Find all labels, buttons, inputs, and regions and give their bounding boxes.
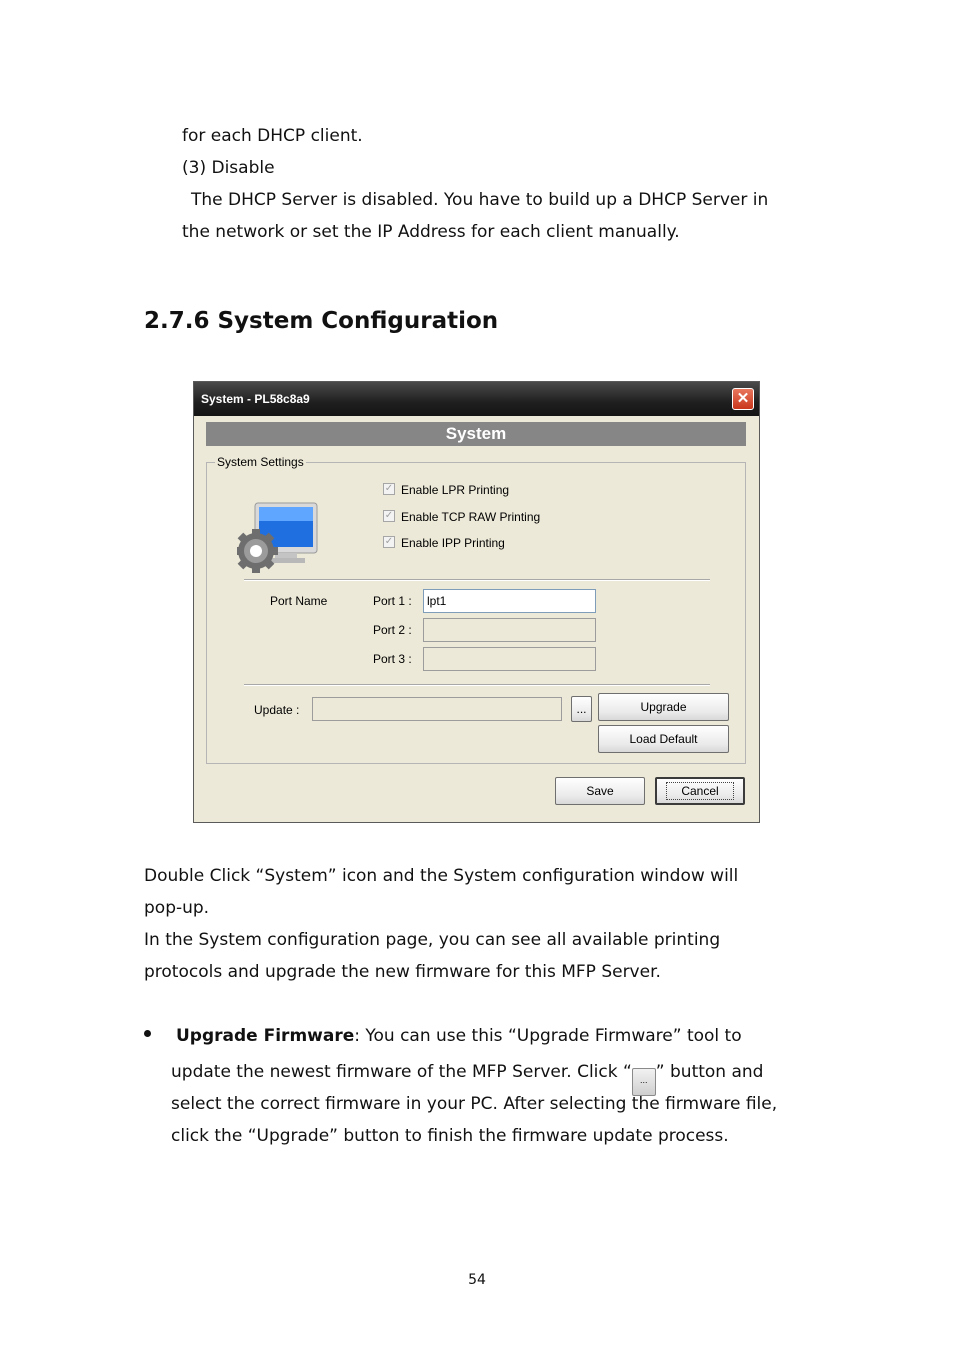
inline-browse-button-image: ... bbox=[632, 1068, 656, 1096]
body-para2-line2: protocols and upgrade the new firmware for this MFP Server. bbox=[144, 962, 661, 982]
bullet-title: Upgrade Firmware bbox=[176, 1026, 355, 1046]
port-3-input[interactable] bbox=[423, 647, 596, 671]
port-2-label: Port 2 : bbox=[373, 623, 412, 637]
divider bbox=[244, 579, 710, 581]
checkbox-tcp-raw-label: Enable TCP RAW Printing bbox=[401, 510, 541, 524]
browse-button[interactable]: ... bbox=[571, 696, 592, 722]
close-icon: ✕ bbox=[736, 390, 750, 407]
dialog-titlebar bbox=[194, 382, 759, 416]
group-legend: System Settings bbox=[217, 455, 304, 469]
bullet-line-4: click the “Upgrade” button to finish the firmware update process. bbox=[171, 1126, 729, 1146]
port-1-input[interactable] bbox=[423, 589, 596, 613]
close-button[interactable] bbox=[732, 388, 754, 410]
upgrade-button[interactable]: Upgrade bbox=[598, 693, 729, 721]
system-dialog bbox=[193, 381, 760, 823]
monitor-gear-icon bbox=[237, 493, 319, 575]
cancel-button-label: Cancel bbox=[666, 782, 733, 800]
intro-line-4: the network or set the IP Address for each client manually. bbox=[182, 222, 680, 242]
bullet-line-2-after: ” button and bbox=[655, 1062, 764, 1082]
update-label: Update : bbox=[254, 703, 300, 717]
intro-line-2: (3) Disable bbox=[182, 158, 275, 178]
divider bbox=[244, 684, 710, 686]
section-heading: 2.7.6 System Configuration bbox=[144, 308, 499, 334]
body-para2-line1: In the System configuration page, you can see all available printing bbox=[144, 930, 721, 950]
checkmark-icon: ✓ bbox=[384, 483, 394, 494]
body-para1-line1: Double Click “System” icon and the System configuration window will bbox=[144, 866, 739, 886]
load-default-button[interactable]: Load Default bbox=[598, 725, 729, 753]
port-1-label: Port 1 : bbox=[373, 594, 412, 608]
system-banner: System bbox=[206, 422, 746, 446]
port-2-input[interactable] bbox=[423, 618, 596, 642]
bullet-line-3: select the correct firmware in your PC. After selecting the firmware file, bbox=[171, 1094, 778, 1114]
bullet-line-2-before: update the newest firmware of the MFP Server. Click “ bbox=[171, 1062, 632, 1082]
page-number: 54 bbox=[468, 1272, 486, 1288]
system-settings-group bbox=[206, 455, 746, 764]
port-name-label: Port Name bbox=[270, 594, 328, 608]
checkbox-ipp-label: Enable IPP Printing bbox=[401, 536, 505, 550]
update-path-input[interactable] bbox=[312, 697, 562, 721]
body-para1-line2: pop-up. bbox=[144, 898, 210, 918]
dialog-title: System - PL58c8a9 bbox=[201, 392, 310, 406]
bullet-line-1-rest: : You can use this “Upgrade Firmware” tool to bbox=[354, 1026, 742, 1046]
bullet-line-1 bbox=[176, 1020, 742, 1052]
cancel-button[interactable] bbox=[655, 777, 745, 805]
intro-line-3: The DHCP Server is disabled. You have to build up a DHCP Server in bbox=[191, 190, 769, 210]
port-3-label: Port 3 : bbox=[373, 652, 412, 666]
checkbox-lpr-label: Enable LPR Printing bbox=[401, 483, 510, 497]
intro-line-1: for each DHCP client. bbox=[182, 126, 363, 146]
checkmark-icon: ✓ bbox=[384, 510, 394, 521]
save-button[interactable]: Save bbox=[555, 777, 645, 805]
checkmark-icon: ✓ bbox=[384, 536, 394, 547]
bullet-dot bbox=[144, 1030, 151, 1037]
